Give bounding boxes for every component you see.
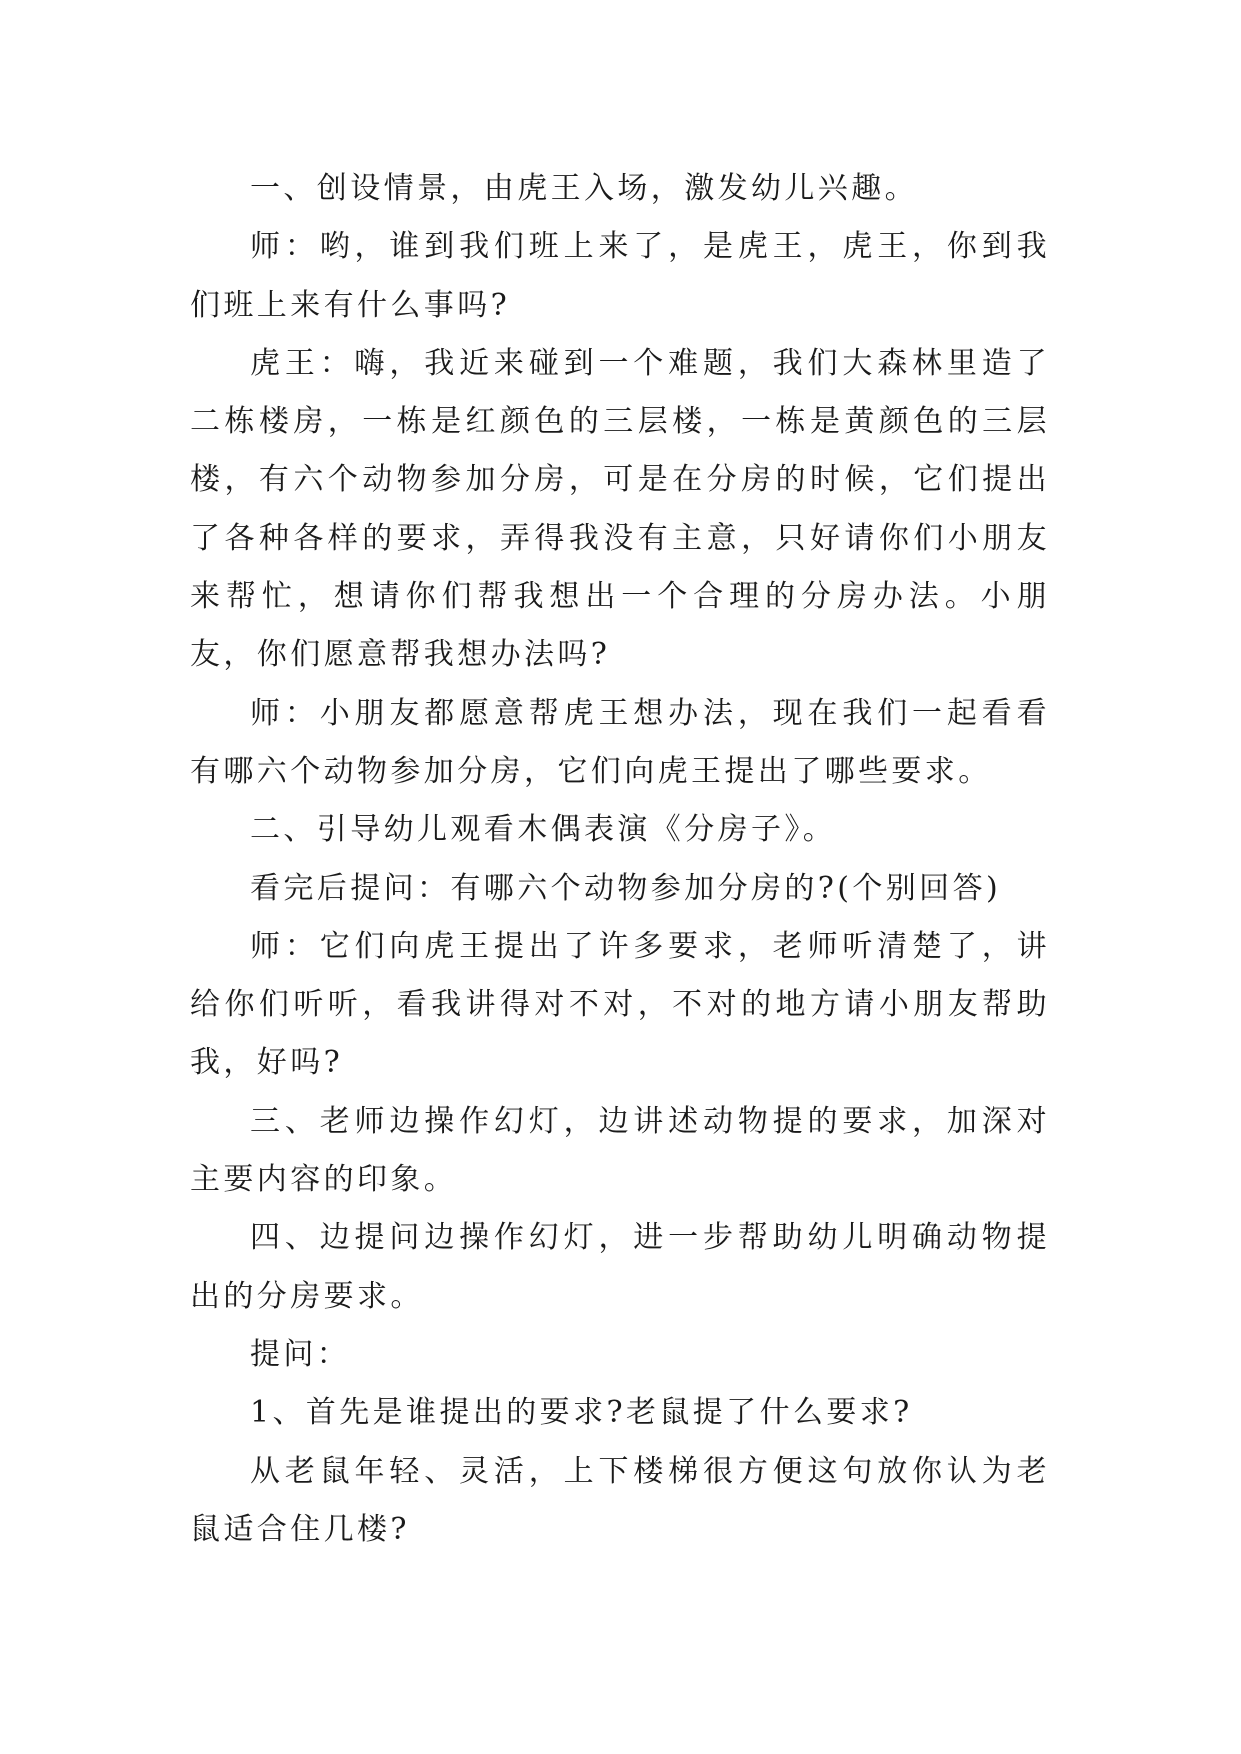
paragraph-question-1: 1、首先是谁提出的要求?老鼠提了什么要求?: [250, 1395, 913, 1431]
paragraph-mouse-floor-question: 从老鼠年轻、灵活，上下楼梯很方便这句放你认为老鼠适合住几楼?: [190, 1453, 1050, 1547]
paragraph-section-1-heading: 一、创设情景，由虎王入场，激发幼儿兴趣。: [250, 171, 918, 206]
paragraph-tiger-king-problem: 虎王：嗨，我近来碰到一个难题，我们大森林里造了二栋楼房，一栋是红颜色的三层楼，一栋是黄颜色的三层楼，有六个动物参加分房，可是在分房的时候，它们提出了各种各样的要求，弄得我没有主意，只好请你们小朋友来帮忙，想请你们帮我想出一个合理的分房办法。小朋友，你们愿意帮我想办法吗?: [190, 345, 1050, 673]
paragraph-teacher-invitation: 师：小朋友都愿意帮虎王想办法，现在我们一起看看有哪六个动物参加分房，它们向虎王提出了哪些要求。: [190, 695, 1050, 789]
paragraph-teacher-retell: 师：它们向虎王提出了许多要求，老师听清楚了，讲给你们听听，看我讲得对不对，不对的地方请小朋友帮助我，好吗?: [190, 928, 1050, 1081]
paragraph-question-after-show: 看完后提问：有哪六个动物参加分房的?(个别回答): [250, 870, 1002, 906]
paragraph-section-4-heading: 四、边提问边操作幻灯，进一步帮助幼儿明确动物提出的分房要求。: [190, 1220, 1050, 1314]
paragraph-teacher-greeting: 师：哟，谁到我们班上来了，是虎王，虎王，你到我们班上来有什么事吗?: [190, 229, 1050, 323]
document-body: [190, 160, 1050, 1559]
paragraph-questions-label: 提问：: [250, 1336, 351, 1372]
paragraph-section-3-heading: 三、老师边操作幻灯，边讲述动物提的要求，加深对主要内容的印象。: [190, 1103, 1050, 1198]
paragraph-section-2-heading: 二、引导幼儿观看木偶表演《分房子》。: [250, 812, 837, 848]
